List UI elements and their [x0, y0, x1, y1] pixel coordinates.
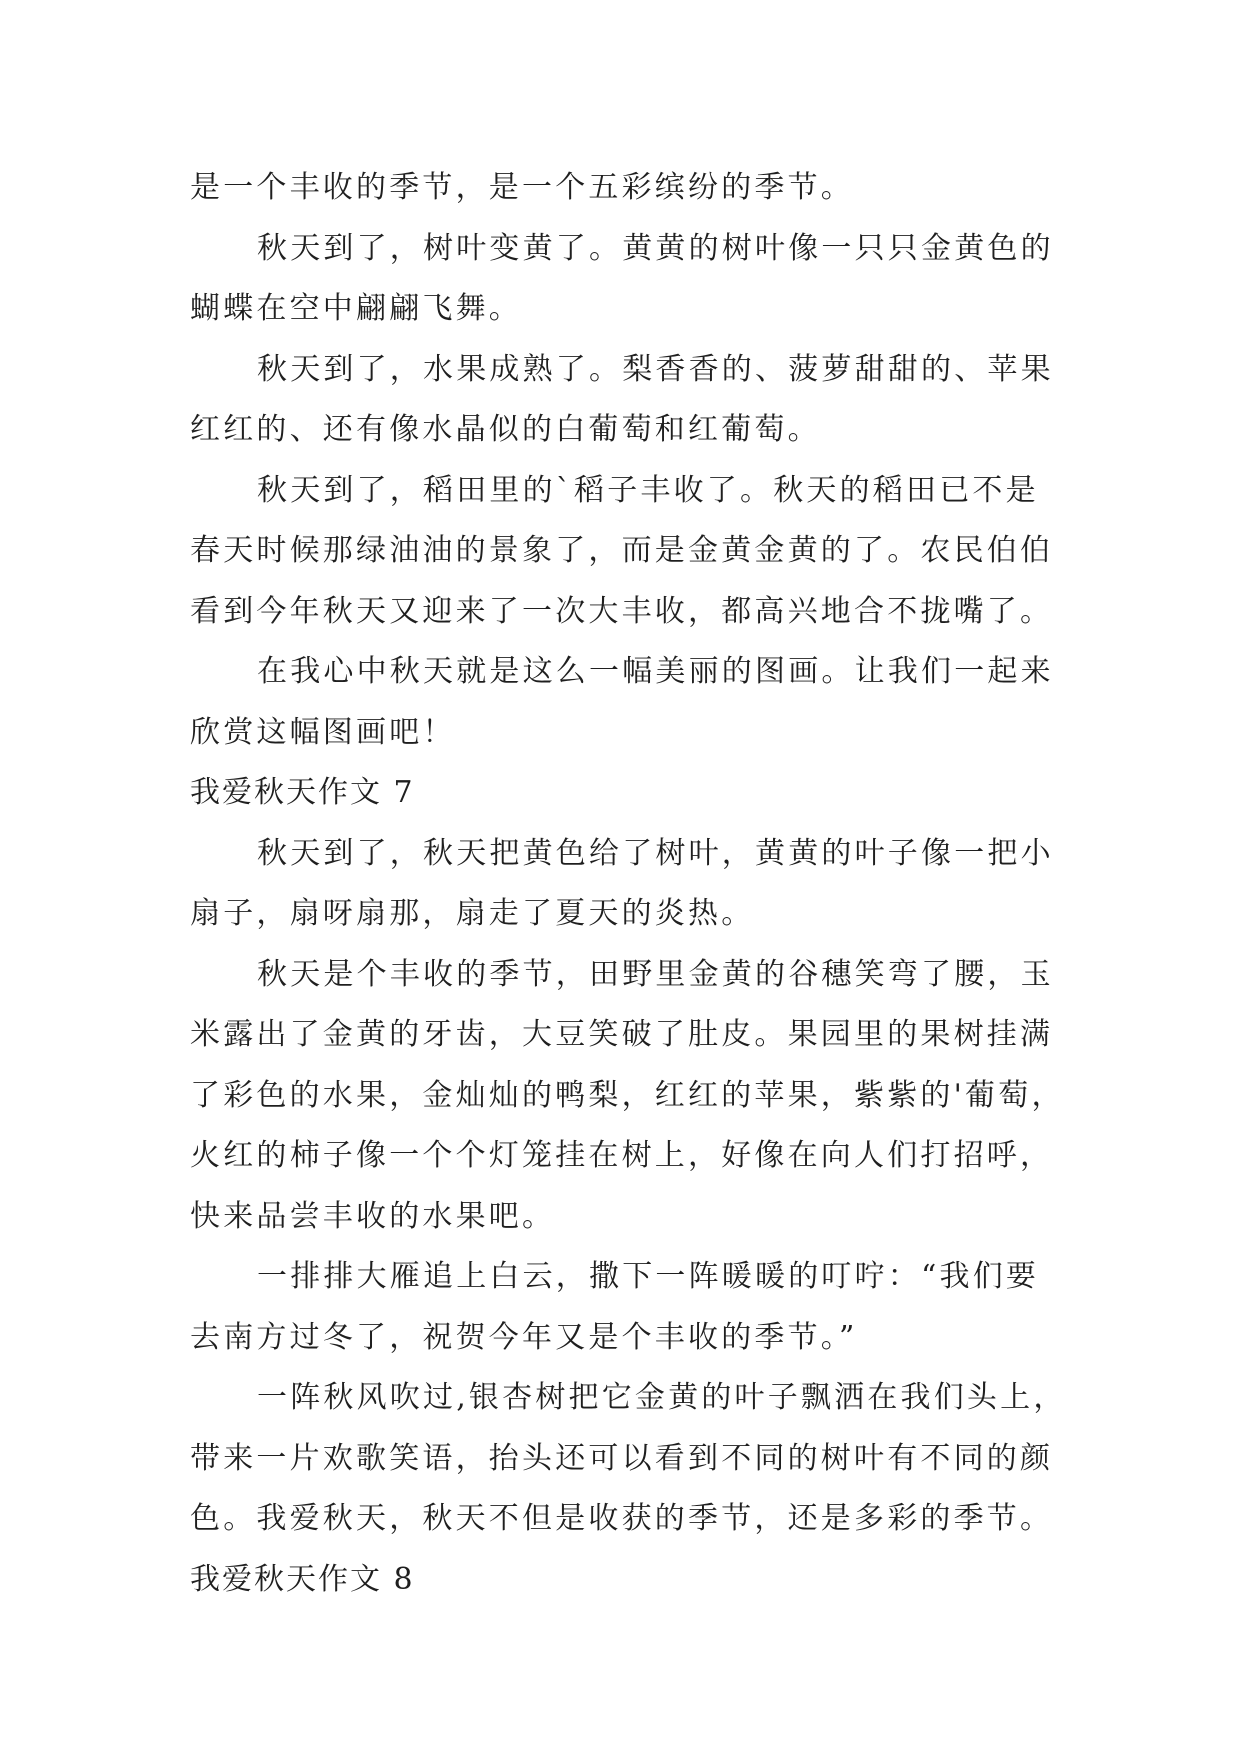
paragraph-line: 红红的、还有像水晶似的白葡萄和红葡萄。 [190, 412, 821, 447]
paragraph-line: 秋天到了，稻田里的`稻子丰收了。秋天的稻田已不是 [257, 472, 1039, 508]
paragraph-line: 了彩色的水果，金灿灿的鸭梨，红红的苹果，紫紫的'葡萄， [190, 1077, 1065, 1113]
paragraph-line: 扇子，扇呀扇那，扇走了夏天的炎热。 [190, 896, 755, 931]
paragraph-line: 快来品尝丰收的水果吧。 [190, 1198, 556, 1234]
paragraph-line: 米露出了金黄的牙齿，大豆笑破了肚皮。果园里的果树挂满 [190, 1017, 1054, 1052]
paragraph-line: 去南方过冬了，祝贺今年又是个丰收的季节。” [190, 1319, 858, 1355]
paragraph-line: 带来一片欢歌笑语，抬头还可以看到不同的树叶有不同的颜 [190, 1440, 1054, 1476]
paragraph-line: 蝴蝶在空中翩翩飞舞。 [190, 291, 522, 326]
section-heading: 我爱秋天作文 8 [190, 1561, 415, 1597]
paragraph-line: 秋天到了，树叶变黄了。黄黄的树叶像一只只金黄色的 [257, 230, 1054, 266]
paragraph-line: 色。我爱秋天，秋天不但是收获的季节，还是多彩的季节。 [190, 1501, 1054, 1536]
paragraph-line: 是一个丰收的季节，是一个五彩缤纷的季节。 [190, 170, 854, 205]
paragraph-line: 一排排大雁追上白云，撒下一阵暖暖的叮咛：“我们要 [257, 1259, 1040, 1294]
paragraph-line: 秋天是个丰收的季节，田野里金黄的谷穗笑弯了腰，玉 [257, 956, 1054, 992]
paragraph-line: 在我心中秋天就是这么一幅美丽的图画。让我们一起来 [257, 654, 1054, 689]
document-body [190, 158, 1067, 1610]
paragraph-line: 春天时候那绿油油的景象了，而是金黄金黄的了。农民伯伯 [190, 533, 1054, 568]
paragraph-line: 秋天到了，秋天把黄色给了树叶，黄黄的叶子像一把小 [257, 835, 1054, 871]
paragraph-line: 火红的柿子像一个个灯笼挂在树上，好像在向人们打招呼， [190, 1138, 1054, 1173]
paragraph-line: 看到今年秋天又迎来了一次大丰收，都高兴地合不拢嘴了。 [190, 593, 1054, 629]
paragraph-line: 秋天到了，水果成熟了。梨香香的、菠萝甜甜的、苹果 [257, 351, 1054, 387]
paragraph-line: 欣赏这幅图画吧！ [190, 714, 456, 750]
paragraph-line: 一阵秋风吹过,银杏树把它金黄的叶子飘洒在我们头上， [257, 1380, 1067, 1415]
section-heading: 我爱秋天作文 7 [190, 775, 415, 810]
